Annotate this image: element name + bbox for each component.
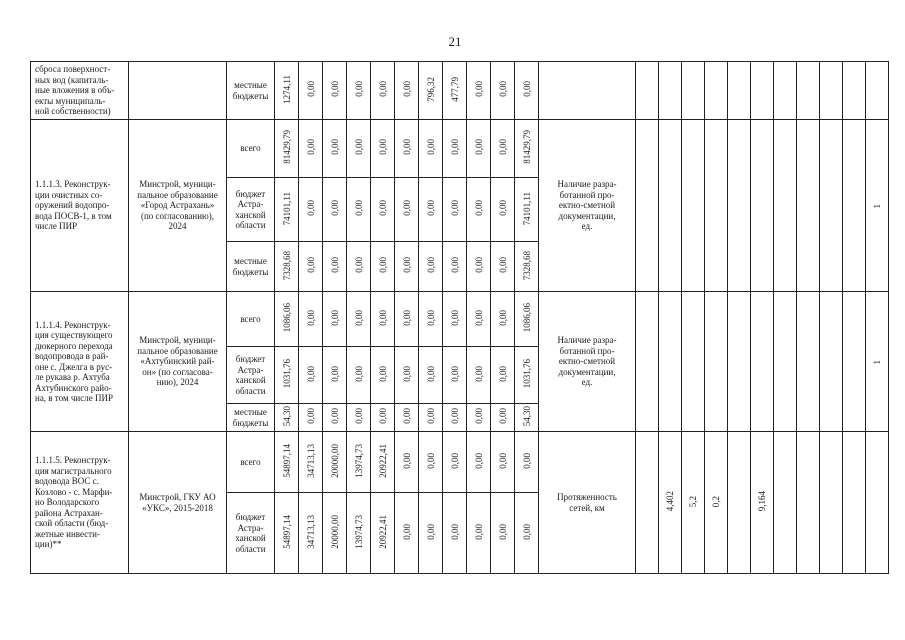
- funding-value: 0,00: [449, 452, 460, 469]
- funding-value: 0,00: [377, 257, 388, 274]
- indicator-name: Наличие разра- ботанной про- ектно-сметной документации, ед.: [539, 292, 636, 432]
- indicator-value-cell: [682, 62, 705, 120]
- funding-value: 0,00: [401, 81, 412, 98]
- funding-value: 0,00: [377, 365, 388, 382]
- indicator-value-cell: [774, 120, 797, 292]
- funding-value-cell: [419, 178, 443, 242]
- funding-value: 7328,68: [521, 250, 532, 280]
- indicator-value-cell: [843, 432, 866, 574]
- funding-value: 0,00: [401, 257, 412, 274]
- funding-value-cell: [347, 62, 371, 120]
- funding-value: 81429,79: [281, 130, 292, 165]
- funding-value: 20000,00: [329, 443, 340, 478]
- executor-cell: [129, 62, 227, 120]
- funding-value-cell: [395, 404, 419, 432]
- indicator-value-cell: [636, 62, 659, 120]
- funding-value-cell: [347, 242, 371, 292]
- indicator-value-cell: [820, 432, 843, 574]
- funding-value: 0,00: [521, 523, 532, 540]
- indicator-value-cell: [728, 432, 751, 574]
- funding-value-cell: [515, 292, 539, 347]
- funding-source: местные бюджеты: [227, 404, 275, 432]
- funding-value-cell: [371, 432, 395, 493]
- funding-value: 0,00: [305, 139, 316, 156]
- funding-value: 34713,13: [305, 443, 316, 478]
- funding-value: 13974,73: [353, 443, 364, 478]
- funding-value-cell: [371, 120, 395, 178]
- funding-value-cell: [299, 432, 323, 493]
- indicator-value-cell: [682, 432, 705, 574]
- funding-value-cell: [323, 404, 347, 432]
- indicator-value-cell: [820, 292, 843, 432]
- funding-value: 0,00: [401, 452, 412, 469]
- funding-value: 0,00: [497, 365, 508, 382]
- indicator-name: Протяженность сетей, км: [539, 432, 636, 574]
- funding-value: 0,00: [425, 408, 436, 425]
- funding-value: 0,00: [473, 408, 484, 425]
- funding-value: 54,30: [521, 406, 532, 427]
- funding-value-cell: [443, 493, 467, 574]
- funding-value: 0,00: [305, 257, 316, 274]
- funding-value-cell: [395, 242, 419, 292]
- funding-value: 0,00: [329, 139, 340, 156]
- funding-value: 0,00: [473, 81, 484, 98]
- funding-value-cell: [275, 120, 299, 178]
- indicator-value-cell: [636, 120, 659, 292]
- funding-value-cell: [347, 120, 371, 178]
- indicator-value-cell: [843, 292, 866, 432]
- budget-table: [30, 61, 889, 574]
- funding-value-cell: [491, 120, 515, 178]
- funding-value-cell: [347, 493, 371, 574]
- funding-value-cell: [395, 432, 419, 493]
- funding-value: 0,00: [401, 365, 412, 382]
- funding-value-cell: [323, 432, 347, 493]
- funding-value-cell: [419, 404, 443, 432]
- funding-value: 54897,14: [281, 443, 292, 478]
- funding-value: 0,00: [497, 452, 508, 469]
- funding-value: 74101,11: [281, 191, 292, 225]
- funding-value-cell: [371, 178, 395, 242]
- funding-value-cell: [323, 347, 347, 404]
- funding-value-cell: [467, 432, 491, 493]
- funding-value-cell: [515, 62, 539, 120]
- indicator-value-cell: [682, 120, 705, 292]
- funding-value: 0,00: [449, 365, 460, 382]
- funding-value-cell: [275, 292, 299, 347]
- funding-value-cell: [299, 292, 323, 347]
- activity-name: 1.1.1.3. Реконструк- ции очистных со- оружений водопро- вода ПОСВ-1, в том числе ПИР: [31, 120, 129, 292]
- funding-value-cell: [347, 292, 371, 347]
- funding-source: всего: [227, 432, 275, 493]
- indicator-value-cell: [866, 120, 889, 292]
- funding-value: 0,00: [497, 81, 508, 98]
- funding-value-cell: [467, 120, 491, 178]
- activity-name: 1.1.1.4. Реконструк- ция существующего дюкерного перехода водопровода в рай- оне с. Джелга в рус- ле рукава р. Ахтуба Ахтубинского райо- на, в том числе ПИР: [31, 292, 129, 432]
- funding-value: 0,00: [353, 139, 364, 156]
- funding-value-cell: [323, 62, 347, 120]
- funding-value-cell: [491, 242, 515, 292]
- indicator-value-cell: [705, 292, 728, 432]
- executor-cell: Минстрой, муници- пальное образование «Ахтубинский рай- он» (по согласова- нию), 2024: [129, 292, 227, 432]
- funding-value: 0,00: [449, 408, 460, 425]
- funding-value: 0,00: [401, 523, 412, 540]
- funding-value-cell: [371, 404, 395, 432]
- indicator-value-cell: [866, 62, 889, 120]
- funding-value: 0,00: [401, 139, 412, 156]
- funding-value-cell: [467, 347, 491, 404]
- funding-value-cell: [395, 62, 419, 120]
- funding-value: 74101,11: [521, 191, 532, 225]
- funding-value: 0,00: [449, 139, 460, 156]
- funding-source: местные бюджеты: [227, 62, 275, 120]
- indicator-value-cell: [774, 432, 797, 574]
- funding-value-cell: [299, 347, 323, 404]
- funding-value-cell: [371, 493, 395, 574]
- funding-value-cell: [491, 62, 515, 120]
- indicator-value-cell: [659, 120, 682, 292]
- funding-value: 0,00: [473, 523, 484, 540]
- funding-value-cell: [467, 404, 491, 432]
- funding-value-cell: [491, 292, 515, 347]
- indicator-value-cell: [659, 62, 682, 120]
- funding-value: 0,00: [425, 257, 436, 274]
- indicator-value-cell: [659, 292, 682, 432]
- indicator-value-cell: [705, 62, 728, 120]
- funding-value: 796,32: [425, 76, 436, 102]
- funding-value: 1274,11: [281, 74, 292, 104]
- funding-value: 0,00: [497, 309, 508, 326]
- funding-value-cell: [371, 242, 395, 292]
- funding-source: всего: [227, 120, 275, 178]
- funding-value: 0,00: [329, 408, 340, 425]
- funding-value-cell: [419, 347, 443, 404]
- funding-value-cell: [275, 432, 299, 493]
- funding-value-cell: [395, 493, 419, 574]
- indicator-value-cell: [751, 120, 774, 292]
- funding-value-cell: [515, 347, 539, 404]
- funding-value: 0,00: [377, 309, 388, 326]
- funding-value-cell: [395, 178, 419, 242]
- funding-value: 0,00: [305, 309, 316, 326]
- table-row: [31, 432, 889, 493]
- table-row: [31, 62, 889, 120]
- funding-value: 1031,76: [521, 359, 532, 389]
- funding-value-cell: [515, 120, 539, 178]
- funding-value-cell: [467, 493, 491, 574]
- indicator-value-cell: [820, 120, 843, 292]
- funding-value: 0,00: [329, 365, 340, 382]
- funding-value: 20000,00: [329, 514, 340, 549]
- funding-value: 0,00: [473, 257, 484, 274]
- funding-value-cell: [419, 432, 443, 493]
- funding-value: 20922,41: [377, 514, 388, 549]
- funding-value-cell: [299, 178, 323, 242]
- indicator-value-cell: [797, 432, 820, 574]
- indicator-value-cell: [636, 292, 659, 432]
- funding-value-cell: [371, 347, 395, 404]
- funding-value-cell: [419, 62, 443, 120]
- funding-value: 0,00: [497, 257, 508, 274]
- funding-value: 0,00: [329, 309, 340, 326]
- funding-value-cell: [515, 178, 539, 242]
- indicator-value-cell: [705, 432, 728, 574]
- indicator-value: 4,402: [665, 491, 675, 512]
- funding-value: 0,00: [497, 200, 508, 217]
- funding-source: бюджет Астра- ханской области: [227, 178, 275, 242]
- funding-value-cell: [371, 62, 395, 120]
- funding-value: 1086,06: [281, 303, 292, 333]
- funding-value: 0,00: [497, 139, 508, 156]
- page-number: 21: [448, 34, 462, 49]
- funding-value: 0,00: [305, 365, 316, 382]
- funding-value-cell: [275, 62, 299, 120]
- funding-value-cell: [467, 178, 491, 242]
- funding-value: 0,00: [329, 257, 340, 274]
- funding-value-cell: [443, 120, 467, 178]
- funding-value: 0,00: [449, 200, 460, 217]
- funding-value-cell: [299, 493, 323, 574]
- indicator-value-cell: [866, 432, 889, 574]
- funding-value: 0,00: [353, 365, 364, 382]
- funding-value: 0,00: [425, 452, 436, 469]
- funding-value: 0,00: [377, 408, 388, 425]
- funding-value: 0,00: [353, 408, 364, 425]
- indicator-value-cell: [797, 120, 820, 292]
- funding-value-cell: [347, 404, 371, 432]
- funding-value: 0,00: [425, 523, 436, 540]
- funding-value-cell: [419, 120, 443, 178]
- funding-value: 81429,79: [521, 130, 532, 165]
- activity-name: 1.1.1.5. Реконструк- ция магистрального водовода ВОС с. Козлово - с. Марфи- но Володарского района Астрахан- ской области (бюд- жетные инвести- ции)**: [31, 432, 129, 574]
- funding-value-cell: [491, 404, 515, 432]
- funding-value-cell: [299, 404, 323, 432]
- funding-value: 0,00: [449, 257, 460, 274]
- funding-value: 0,00: [497, 408, 508, 425]
- funding-value-cell: [299, 242, 323, 292]
- indicator-value-cell: [797, 62, 820, 120]
- funding-value-cell: [347, 178, 371, 242]
- funding-value-cell: [323, 242, 347, 292]
- indicator-value-cell: [774, 62, 797, 120]
- funding-value: 0,00: [353, 81, 364, 98]
- indicator-value-cell: [705, 120, 728, 292]
- funding-source: местные бюджеты: [227, 242, 275, 292]
- indicator-name: [539, 62, 636, 120]
- funding-value-cell: [443, 292, 467, 347]
- funding-value-cell: [299, 120, 323, 178]
- funding-value: 0,00: [401, 200, 412, 217]
- indicator-value-cell: [843, 120, 866, 292]
- funding-value-cell: [395, 347, 419, 404]
- funding-value-cell: [467, 242, 491, 292]
- funding-value-cell: [275, 404, 299, 432]
- funding-value-cell: [467, 62, 491, 120]
- funding-source: бюджет Астра- ханской области: [227, 493, 275, 574]
- funding-value: 0,00: [329, 81, 340, 98]
- funding-value-cell: [275, 347, 299, 404]
- funding-value-cell: [443, 404, 467, 432]
- funding-source: бюджет Астра- ханской области: [227, 347, 275, 404]
- funding-value-cell: [299, 62, 323, 120]
- funding-value-cell: [491, 347, 515, 404]
- funding-value: 0,00: [473, 200, 484, 217]
- funding-value-cell: [515, 242, 539, 292]
- funding-value-cell: [443, 62, 467, 120]
- funding-value: 7328,68: [281, 250, 292, 280]
- funding-value-cell: [347, 347, 371, 404]
- funding-value-cell: [323, 120, 347, 178]
- funding-value: 0,00: [353, 200, 364, 217]
- funding-value-cell: [491, 493, 515, 574]
- funding-value: 20922,41: [377, 443, 388, 478]
- indicator-value-cell: [751, 432, 774, 574]
- indicator-value: 0,2: [711, 495, 721, 507]
- funding-value: 0,00: [425, 365, 436, 382]
- funding-value-cell: [371, 292, 395, 347]
- funding-value: 0,00: [521, 81, 532, 98]
- funding-value-cell: [491, 432, 515, 493]
- indicator-value-cell: [751, 62, 774, 120]
- funding-value: 0,00: [473, 309, 484, 326]
- executor-cell: Минстрой, ГКУ АО «УКС», 2015-2018: [129, 432, 227, 574]
- indicator-value: 9,164: [757, 491, 767, 512]
- funding-value: 477,79: [449, 76, 460, 102]
- activity-name: сброса поверхност- ных вод (капиталь- ные вложения в объ- екты муниципаль- ной собственности): [31, 62, 129, 120]
- funding-value-cell: [395, 292, 419, 347]
- funding-value: 1031,76: [281, 359, 292, 389]
- indicator-value: 1: [872, 203, 882, 209]
- funding-value-cell: [347, 432, 371, 493]
- funding-value-cell: [419, 292, 443, 347]
- indicator-value-cell: [820, 62, 843, 120]
- indicator-value-cell: [797, 292, 820, 432]
- funding-value: 0,00: [305, 81, 316, 98]
- table-row: [31, 120, 889, 178]
- funding-value-cell: [323, 493, 347, 574]
- indicator-value-cell: [774, 292, 797, 432]
- funding-value-cell: [515, 404, 539, 432]
- funding-value-cell: [467, 292, 491, 347]
- funding-value: 0,00: [353, 257, 364, 274]
- funding-value-cell: [275, 242, 299, 292]
- indicator-value-cell: [843, 62, 866, 120]
- funding-value-cell: [515, 493, 539, 574]
- indicator-value-cell: [728, 292, 751, 432]
- funding-value: 0,00: [425, 309, 436, 326]
- indicator-value-cell: [866, 292, 889, 432]
- funding-value: 0,00: [473, 365, 484, 382]
- funding-value: 0,00: [497, 523, 508, 540]
- funding-value: 0,00: [305, 200, 316, 217]
- funding-value-cell: [443, 347, 467, 404]
- funding-value-cell: [395, 120, 419, 178]
- indicator-value: 5,2: [688, 495, 698, 507]
- funding-value: 0,00: [401, 408, 412, 425]
- funding-value: 0,00: [425, 139, 436, 156]
- funding-source: всего: [227, 292, 275, 347]
- indicator-value-cell: [659, 432, 682, 574]
- funding-value-cell: [419, 493, 443, 574]
- table-row: [31, 292, 889, 347]
- funding-value: 0,00: [449, 523, 460, 540]
- funding-value: 13974,73: [353, 514, 364, 549]
- funding-value-cell: [275, 178, 299, 242]
- funding-value-cell: [323, 292, 347, 347]
- funding-value-cell: [491, 178, 515, 242]
- indicator-value-cell: [636, 432, 659, 574]
- funding-value: 0,00: [401, 309, 412, 326]
- funding-value: 54897,14: [281, 514, 292, 549]
- funding-value-cell: [419, 242, 443, 292]
- funding-value: 0,00: [353, 309, 364, 326]
- funding-value: 0,00: [521, 452, 532, 469]
- indicator-value: 1: [872, 359, 882, 365]
- funding-value-cell: [443, 242, 467, 292]
- indicator-value-cell: [682, 292, 705, 432]
- funding-value: 0,00: [377, 81, 388, 98]
- funding-value: 0,00: [329, 200, 340, 217]
- funding-value-cell: [443, 178, 467, 242]
- funding-value: 0,00: [473, 139, 484, 156]
- funding-value: 34713,13: [305, 514, 316, 549]
- funding-value: 0,00: [305, 408, 316, 425]
- funding-value: 0,00: [449, 309, 460, 326]
- funding-value: 0,00: [473, 452, 484, 469]
- funding-value: 54,30: [281, 406, 292, 427]
- indicator-value-cell: [728, 62, 751, 120]
- funding-value: 0,00: [425, 200, 436, 217]
- funding-value-cell: [275, 493, 299, 574]
- funding-value: 0,00: [377, 139, 388, 156]
- funding-value-cell: [515, 432, 539, 493]
- indicator-name: Наличие разра- ботанной про- ектно-сметной документации, ед.: [539, 120, 636, 292]
- funding-value-cell: [323, 178, 347, 242]
- indicator-value-cell: [728, 120, 751, 292]
- indicator-value-cell: [751, 292, 774, 432]
- funding-value: 0,00: [377, 200, 388, 217]
- funding-value: 1086,06: [521, 303, 532, 333]
- funding-value-cell: [443, 432, 467, 493]
- executor-cell: Минстрой, муници- пальное образование «Город Астрахань» (по согласованию), 2024: [129, 120, 227, 292]
